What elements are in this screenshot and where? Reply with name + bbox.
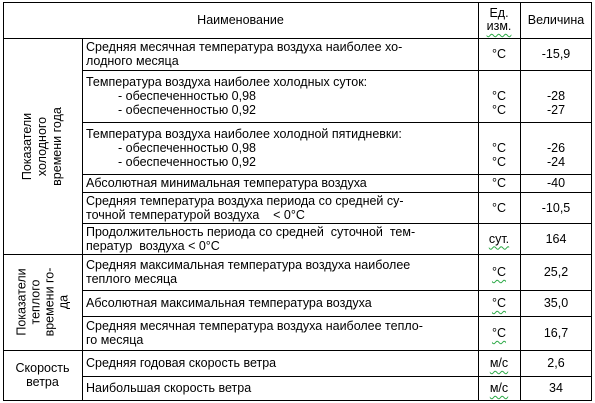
value-text: 2,6 [547,356,565,370]
group-wind [3,350,82,400]
unit-text: м/с [489,356,509,370]
row-name [83,122,478,174]
row-value [520,254,592,290]
row-name-line: Абсолютная минимальная температура воздуха [86,176,367,190]
rule [3,2,4,401]
header-name: Наименование [197,13,284,27]
row-unit [478,254,520,290]
row-name-line: го месяца [86,333,144,347]
row-value [520,316,592,350]
rule [3,350,592,351]
unit-text: °С [491,296,507,310]
row-name-line: Абсолютная максимальная температура воздуха [86,296,372,310]
unit-text: °С [491,103,507,117]
row-name-line: Средняя месячная температура воздуха наиболее тепло- [86,319,423,333]
group-wind-label: Скорость ветра [15,361,70,389]
row-unit [478,316,520,350]
unit-text: °С [491,265,507,279]
rule [82,70,592,71]
group-warm-label: Показатели теплого времени го- да [14,267,71,337]
header-unit-line1: Ед. [489,6,509,20]
value-text: -10,5 [541,200,571,215]
row-name [83,376,478,400]
rule [3,254,592,255]
group-cold-label: Показатели холодного времени года [20,106,64,186]
rule [520,2,521,401]
row-name-line: теплого месяца [86,272,178,286]
rule [82,290,592,291]
row-value [520,376,592,400]
row-value [520,38,592,70]
unit-text: °С [491,176,507,190]
row-unit [478,174,520,192]
value-text: 25,2 [543,265,569,279]
unit-text: сут. [488,231,510,246]
value-text: 16,7 [543,326,569,340]
rule [3,38,592,39]
unit-text: °С [491,141,507,155]
row-name-line: Наибольшая скорость ветра [86,381,252,395]
rule [82,38,83,401]
climate-table [3,2,592,400]
unit-text: °С [491,89,507,103]
header-unit [478,2,520,38]
row-name [83,38,478,70]
row-sub-line: - обеспеченностью 0,98 [118,141,257,155]
value-text: -27 [546,103,566,117]
row-value [520,223,592,254]
row-sub-line: - обеспеченностью 0,92 [118,155,257,169]
row-value [520,70,592,122]
row-name-line: Температура воздуха наиболее холодной пятидневки: [86,127,402,141]
row-name [83,316,478,350]
row-value [520,122,592,174]
unit-text: м/с [489,381,509,395]
rule [591,2,592,401]
rule [3,400,592,401]
value-text: 34 [549,381,563,395]
row-unit [478,38,520,70]
row-unit [478,192,520,223]
value-text: -40 [546,176,566,190]
row-unit [478,350,520,376]
row-name [83,223,478,254]
row-sub-line: - обеспеченностью 0,92 [118,103,257,117]
rule [82,316,592,317]
row-name-line: Средняя температура воздуха периода со средней су- [86,193,404,208]
row-name-line: точной температурой воздуха < 0°С [86,207,305,222]
rule [82,192,592,193]
row-name [83,192,478,223]
unit-text: °С [491,47,507,61]
row-name-line: Средняя годовая скорость ветра [86,356,277,370]
row-name [83,174,478,192]
row-name-line: ператур воздуха < 0°С [86,238,220,253]
rule [82,122,592,123]
rule [82,174,592,175]
value-text: 35,0 [543,296,569,310]
row-name [83,350,478,376]
row-name-line: Температура воздуха наиболее холодных суток: [86,75,368,89]
row-sub-line: - обеспеченностью 0,98 [118,89,257,103]
row-unit [478,122,520,174]
value-text: -28 [546,89,566,103]
row-unit [478,70,520,122]
unit-text: °С [491,200,507,215]
row-name-line: Средняя месячная температура воздуха наиболее хо- [86,40,403,54]
row-name [83,290,478,316]
row-unit [478,376,520,400]
row-name [83,254,478,290]
value-text: -15,9 [541,47,571,61]
row-unit [478,290,520,316]
header-value: Величина [527,13,585,27]
rule [3,2,592,3]
group-warm [3,254,82,350]
row-name-line: лодного месяца [86,54,179,68]
row-unit [478,223,520,254]
rule [478,2,479,401]
group-cold [3,38,82,254]
value-text: -26 [546,141,566,155]
rule [82,376,592,377]
unit-text: °С [491,155,507,169]
row-name [83,70,478,122]
unit-text: °С [491,326,507,340]
header-unit-line2: изм. [486,19,512,33]
row-name-line: Средняя максимальная температура воздуха наиболее [86,258,411,272]
value-text: 164 [545,231,567,246]
row-value [520,174,592,192]
rule [82,223,592,224]
row-value [520,350,592,376]
row-value [520,192,592,223]
row-value [520,290,592,316]
value-text: -24 [546,155,566,169]
row-name-line: Продолжительность периода со средней суточной тем- [86,224,416,239]
